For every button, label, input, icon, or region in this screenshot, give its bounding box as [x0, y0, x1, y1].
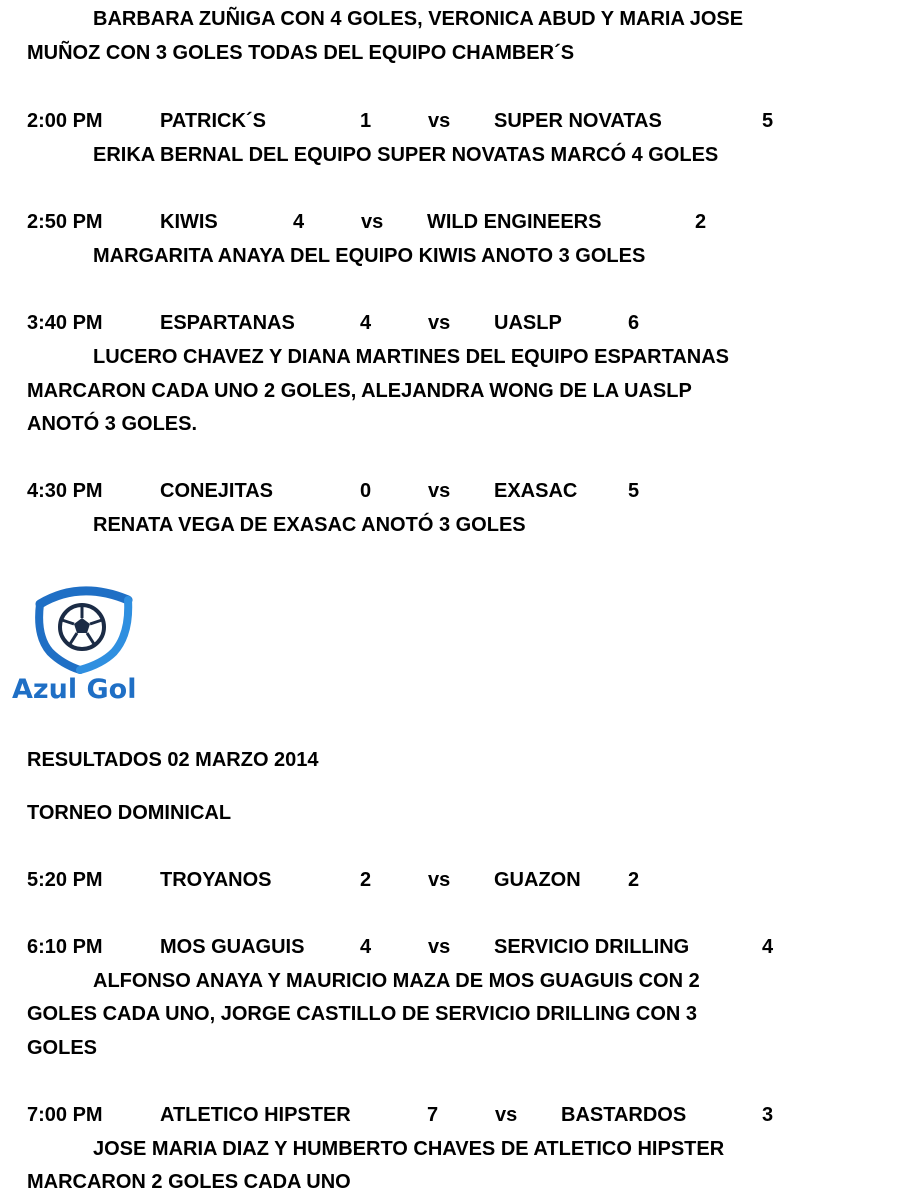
- match-time: 3:40 PM: [27, 312, 103, 334]
- scorer-note: ALFONSO ANAYA Y MAURICIO MAZA DE MOS GUAGUIS CON 2: [93, 970, 700, 992]
- vs-label: vs: [495, 1104, 518, 1126]
- home-team: MOS GUAGUIS: [160, 936, 305, 958]
- home-score: 2: [360, 869, 372, 891]
- vs-label: vs: [428, 312, 451, 334]
- away-team: SUPER NOVATAS: [494, 110, 662, 132]
- vs-label: vs: [428, 869, 451, 891]
- scorer-note: ANOTÓ 3 GOLES.: [27, 413, 198, 435]
- home-score: 1: [360, 110, 372, 132]
- match-time: 6:10 PM: [27, 936, 103, 958]
- scorer-note: GOLES: [27, 1037, 98, 1059]
- logo-text: Azul Gol: [12, 674, 137, 705]
- home-score: 0: [360, 480, 372, 502]
- home-score: 4: [293, 211, 305, 233]
- away-team: BASTARDOS: [561, 1104, 687, 1126]
- scorer-note: ERIKA BERNAL DEL EQUIPO SUPER NOVATAS MARCÓ 4 GOLES: [93, 144, 719, 166]
- home-team: CONEJITAS: [160, 480, 273, 502]
- home-team: TROYANOS: [160, 869, 272, 891]
- home-score: 7: [427, 1104, 439, 1126]
- vs-label: vs: [428, 480, 451, 502]
- match-time: 4:30 PM: [27, 480, 103, 502]
- scorer-note: JOSE MARIA DIAZ Y HUMBERTO CHAVES DE ATLETICO HIPSTER: [93, 1138, 725, 1160]
- tournament-heading: TORNEO DOMINICAL: [27, 802, 232, 824]
- away-team: GUAZON: [494, 869, 581, 891]
- vs-label: vs: [361, 211, 384, 233]
- results-heading: RESULTADOS 02 MARZO 2014: [27, 749, 319, 771]
- scorer-note: LUCERO CHAVEZ Y DIANA MARTINES DEL EQUIPO ESPARTANAS: [93, 346, 729, 368]
- away-score: 2: [695, 211, 707, 233]
- home-score: 4: [360, 936, 372, 958]
- home-team: ATLETICO HIPSTER: [160, 1104, 351, 1126]
- scorer-note: MARCARON 2 GOLES CADA UNO: [27, 1171, 351, 1193]
- match-time: 5:20 PM: [27, 869, 103, 891]
- away-score: 3: [762, 1104, 774, 1126]
- home-team: KIWIS: [160, 211, 218, 233]
- away-team: SERVICIO DRILLING: [494, 936, 690, 958]
- scorer-note: BARBARA ZUÑIGA CON 4 GOLES, VERONICA ABUD Y MARIA JOSE: [93, 8, 744, 30]
- scorer-note: RENATA VEGA DE EXASAC ANOTÓ 3 GOLES: [93, 514, 526, 536]
- away-score: 5: [762, 110, 774, 132]
- vs-label: vs: [428, 110, 451, 132]
- scorer-note: MUÑOZ CON 3 GOLES TODAS DEL EQUIPO CHAMBER´S: [27, 42, 575, 64]
- match-time: 2:00 PM: [27, 110, 103, 132]
- away-score: 6: [628, 312, 640, 334]
- scorer-note: MARCARON CADA UNO 2 GOLES, ALEJANDRA WONG DE LA UASLP: [27, 380, 692, 402]
- match-time: 7:00 PM: [27, 1104, 103, 1126]
- away-score: 2: [628, 869, 640, 891]
- away-score: 4: [762, 936, 774, 958]
- away-team: UASLP: [494, 312, 562, 334]
- match-time: 2:50 PM: [27, 211, 103, 233]
- away-team: WILD ENGINEERS: [427, 211, 602, 233]
- home-team: PATRICK´S: [160, 110, 266, 132]
- vs-label: vs: [428, 936, 451, 958]
- home-team: ESPARTANAS: [160, 312, 295, 334]
- scorer-note: MARGARITA ANAYA DEL EQUIPO KIWIS ANOTO 3 GOLES: [93, 245, 646, 267]
- away-score: 5: [628, 480, 640, 502]
- away-team: EXASAC: [494, 480, 578, 502]
- scorer-note: GOLES CADA UNO, JORGE CASTILLO DE SERVICIO DRILLING CON 3: [27, 1003, 698, 1025]
- home-score: 4: [360, 312, 372, 334]
